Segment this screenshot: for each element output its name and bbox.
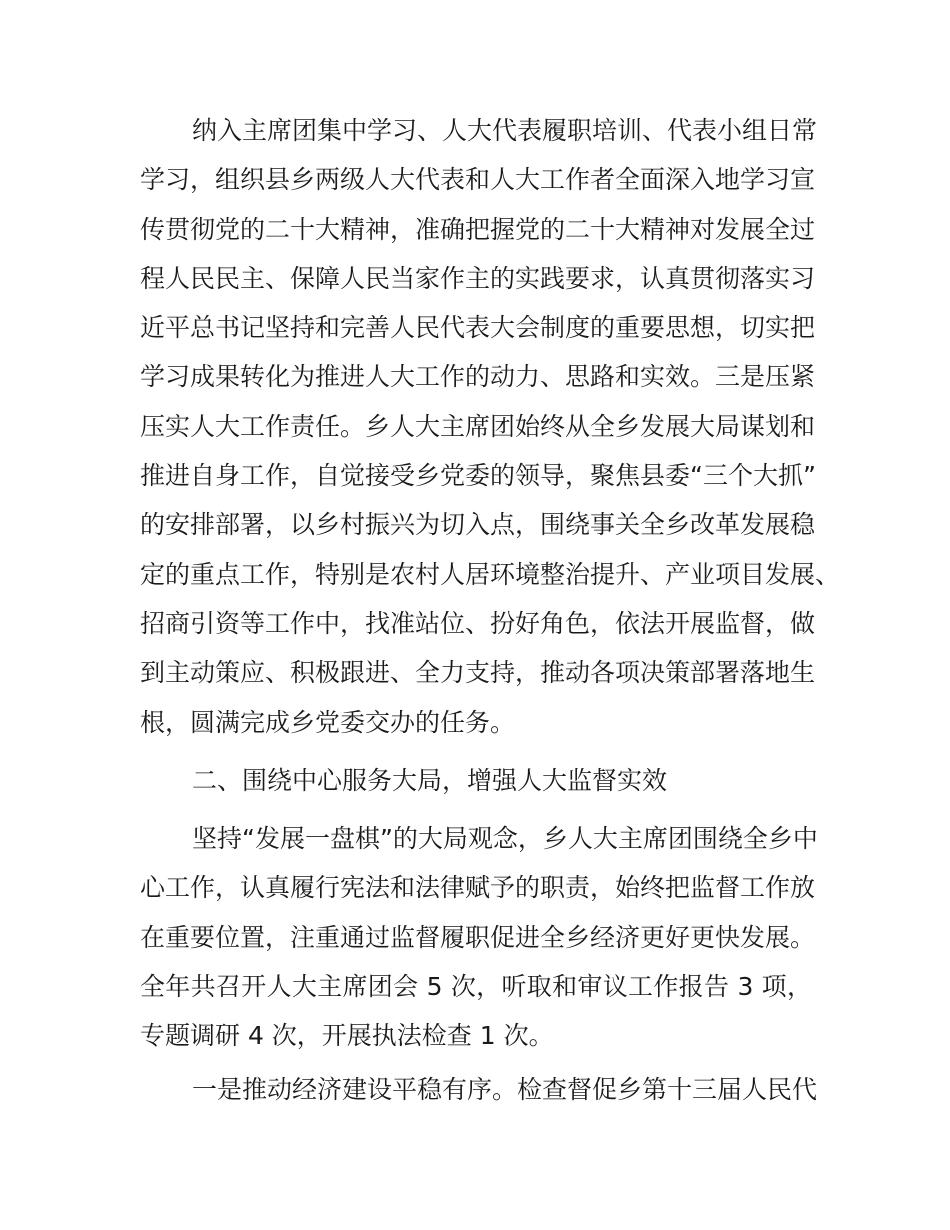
text-line: 一是推动经济建设平稳有序。检查督促乡第十三届人民代 bbox=[192, 1074, 818, 1104]
text-line: 在重要位置，注重通过监督履职促进全乡经济更好更快发展。 bbox=[140, 922, 816, 952]
text-line: 专题调研 4 次，开展执法检查 1 次。 bbox=[140, 1021, 554, 1051]
text-line: 程人民民主、保障人民当家作主的实践要求，认真贯彻落实习 bbox=[140, 263, 816, 293]
text-line: 招商引资等工作中，找准站位、扮好角色，依法开展监督，做 bbox=[140, 608, 816, 638]
paragraph-economy bbox=[140, 1065, 818, 1114]
text-line: 的安排部署，以乡村振兴为切入点，围绕事关全乡改革发展稳 bbox=[140, 510, 816, 540]
section-heading: 二、围绕中心服务大局，增强人大监督实效 bbox=[192, 765, 668, 795]
document-page bbox=[140, 106, 841, 1114]
text-line: 传贯彻党的二十大精神，准确把握党的二十大精神对发展全过 bbox=[140, 214, 816, 244]
text-line: 纳入主席团集中学习、人大代表履职培训、代表小组日常 bbox=[192, 116, 818, 145]
text-line: 坚持“发展一盘棋”的大局观念，乡人大主席团围绕全乡中 bbox=[192, 824, 818, 854]
text-line: 定的重点工作，特别是农村人居环境整治提升、产业项目发展、 bbox=[140, 559, 841, 589]
text-line: 近平总书记坚持和完善人民代表大会制度的重要思想，切实把 bbox=[140, 313, 816, 343]
text-line: 根，圆满完成乡党委交办的任务。 bbox=[140, 707, 516, 737]
text-line: 压实人大工作责任。乡人大主席团始终从全乡发展大局谋划和 bbox=[140, 411, 816, 441]
text-line: 推进自身工作，自觉接受乡党委的领导，聚焦县委“三个大抓” bbox=[140, 461, 816, 491]
text-line: 学习成果转化为推进人大工作的动力、思路和实效。三是压紧 bbox=[140, 362, 816, 392]
text-line: 到主动策应、积极跟进、全力支持，推动各项决策部署落地生 bbox=[140, 658, 816, 688]
text-line: 学习，组织县乡两级人大代表和人大工作者全面深入地学习宣 bbox=[140, 165, 816, 195]
text-line: 心工作，认真履行宪法和法律赋予的职责，始终把监督工作放 bbox=[140, 873, 816, 903]
paragraph-study bbox=[140, 106, 841, 747]
paragraph-supervision bbox=[140, 814, 818, 1060]
text-line: 全年共召开人大主席团会 5 次，听取和审议工作报告 3 项， bbox=[140, 972, 812, 1002]
